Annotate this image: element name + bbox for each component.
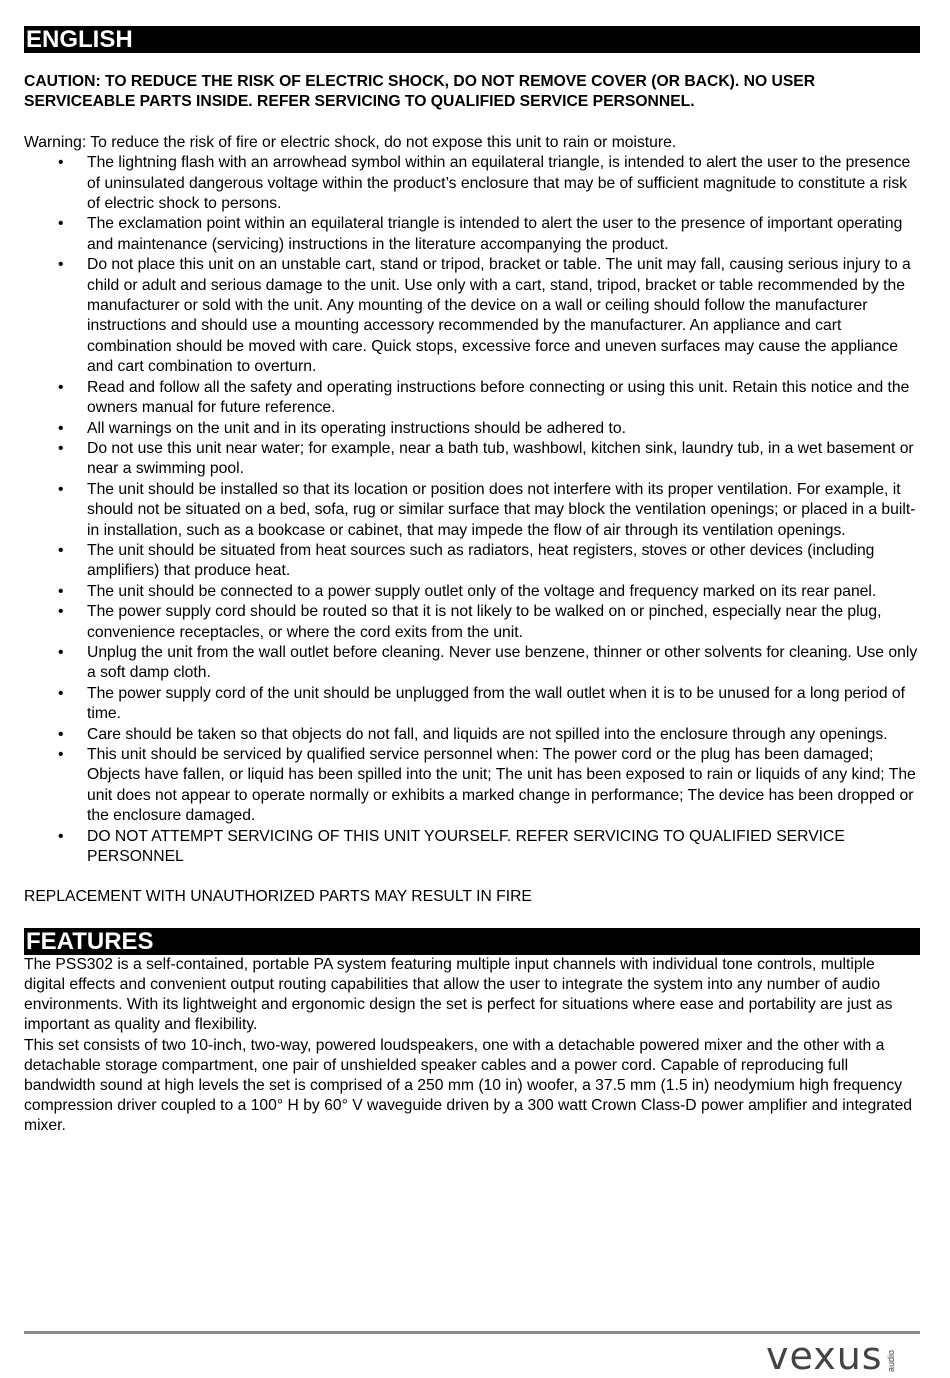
list-item-text: The unit should be connected to a power supply outlet only of the voltage and frequency marked on its rear panel. — [87, 582, 877, 600]
bullet-marker: • — [58, 419, 64, 437]
bullet-marker: • — [58, 541, 64, 559]
manual-page — [24, 26, 920, 1137]
bullet-marker: • — [58, 154, 64, 172]
warning-text: Warning: To reduce the risk of fire or electric shock, do not expose this unit to rain or moisture. — [24, 133, 677, 151]
list-item — [24, 214, 920, 255]
list-item-text: The power supply cord should be routed so that it is not likely to be walked on or pinched, especially near the plug, convenience receptacles, or where the cord exits from the unit. — [87, 603, 882, 641]
list-item-text: Unplug the unit from the wall outlet before cleaning. Never use benzene, thinner or other solvents for cleaning. Use only a soft damp cloth. — [87, 643, 918, 682]
bullet-marker: • — [58, 643, 64, 661]
bullet-marker: • — [58, 582, 64, 600]
list-item-text: All warnings on the unit and in its operating instructions should be adhered to. — [87, 419, 626, 437]
list-item — [24, 153, 920, 214]
caution-text: CAUTION: TO REDUCE THE RISK OF ELECTRIC SHOCK, DO NOT REMOVE COVER (OR BACK). NO USER SERVICEABLE PARTS INSIDE. REFER SERVICING TO QUALIFIED SERVICE PERSONNEL. — [24, 73, 816, 111]
list-item-text: Care should be taken so that objects do not fall, and liquids are not spilled into the enclosure through any openings. — [87, 725, 888, 743]
list-item — [24, 439, 920, 480]
list-item — [24, 582, 920, 602]
list-item — [24, 643, 920, 684]
list-item — [24, 255, 920, 377]
bullet-marker: • — [58, 480, 64, 498]
list-item-text: Do not place this unit on an unstable cart, stand or tripod, bracket or table. The unit may fall, causing serious injury to a child or adult and serious damage to the unit. Use only with a cart, stand, tripod, bracket or table recommended by the manufacturer or sold with the unit. Any mounting of the device on a wall or ceiling should follow the manufacturer instructions and should use a mounting accessory recommended by the manufacturer. An appliance and cart combination should be moved with care. Quick stops, excessive force and uneven surfaces may cause the appliance and cart combination to overturn. — [87, 256, 911, 376]
list-item — [24, 602, 920, 643]
list-item — [24, 725, 920, 745]
bullet-marker: • — [58, 725, 64, 743]
list-item-text: The exclamation point within an equilateral triangle is intended to alert the user to the presence of important operating and maintenance (servicing) instructions in the literature accompanying the product. — [87, 215, 903, 253]
features-paragraph-1: The PSS302 is a self-contained, portable PA system featuring multiple input channels with individual tone controls, multiple digital effects and convenient output routing capabilities that allow the user to integrate the system into any number of audio environments. With its lightweight and ergonomic design the set is perfect for situations where ease and portability are just as important as quality and flexibility. — [24, 955, 893, 1034]
bullet-marker: • — [58, 684, 64, 702]
logo-subtitle: audio — [885, 1349, 896, 1372]
bullet-marker: • — [58, 378, 64, 396]
english-heading: ENGLISH — [24, 26, 920, 53]
bullet-marker: • — [58, 746, 64, 763]
list-item-text: Do not use this unit near water; for example, near a bath tub, washbowl, kitchen sink, laundry tub, in a wet basement or near a swimming pool. — [87, 439, 914, 478]
list-item — [24, 378, 920, 419]
list-item-text: The lightning flash with an arrowhead symbol within an equilateral triangle, is intended to alert the user to the presence of uninsulated dangerous voltage within the product’s enclosure that may be of sufficient magnitude to constitute a risk of electric shock to persons. — [87, 154, 911, 213]
list-item-text: Read and follow all the safety and operating instructions before connecting or using this unit. Retain this notice and the owners manual for future reference. — [87, 378, 910, 417]
replacement-warning: REPLACEMENT WITH UNAUTHORIZED PARTS MAY RESULT IN FIRE — [24, 888, 532, 906]
list-item — [24, 541, 920, 582]
bullet-marker: • — [58, 215, 64, 233]
list-item-text: This unit should be serviced by qualified service personnel when: The power cord or the plug has been damaged; Objects have fallen, or liquid has been spilled into the unit; The unit has been exposed to rain or liquids of any kind; The unit does not appear to operate normally or exhibits a marked change in performance; The device has been dropped or the enclosure damaged. — [87, 746, 916, 825]
list-item — [24, 827, 920, 868]
features-paragraph-2: This set consists of two 10-inch, two-way, powered loudspeakers, one with a detachable powered mixer and the other with a detachable storage compartment, one pair of unshielded speaker cables and a power cord. Capable of reproducing full bandwidth sound at high levels the set is comprised of a 250 mm (10 in) woofer, a 37.5 mm (1.5 in) neodymium high frequency compression driver coupled to a 100° H by 60° V waveguide driven by a 300 watt Crown Class-D power amplifier and integrated mixer. — [24, 1036, 913, 1135]
logo-wordmark: vexus — [766, 1334, 883, 1378]
list-item — [24, 684, 920, 725]
list-item-text: The unit should be situated from heat sources such as radiators, heat registers, stoves or other devices (including amplifiers) that produce heat. — [87, 541, 875, 580]
features-heading: FEATURES — [24, 928, 920, 955]
list-item — [24, 480, 920, 541]
bullet-marker: • — [58, 603, 64, 621]
bullet-marker: • — [58, 827, 64, 845]
list-item-text: DO NOT ATTEMPT SERVICING OF THIS UNIT YOURSELF. REFER SERVICING TO QUALIFIED SERVICE PERSONNEL — [87, 827, 845, 866]
bullet-marker: • — [58, 439, 64, 457]
safety-bullet-list — [24, 153, 920, 867]
vexus-logo — [766, 1334, 896, 1378]
list-item-text: The power supply cord of the unit should be unplugged from the wall outlet when it is to be unused for a long period of time. — [87, 684, 906, 723]
list-item-text: The unit should be installed so that its location or position does not interfere with its proper ventilation. For example, it should not be situated on a bed, sofa, rug or similar surface that may block the ventilation openings; or placed in a built-in installation, such as a bookcase or cabinet, that may impede the flow of air through its ventilation openings. — [87, 480, 916, 539]
bullet-marker: • — [58, 256, 64, 274]
list-item — [24, 745, 920, 827]
list-item — [24, 419, 920, 439]
